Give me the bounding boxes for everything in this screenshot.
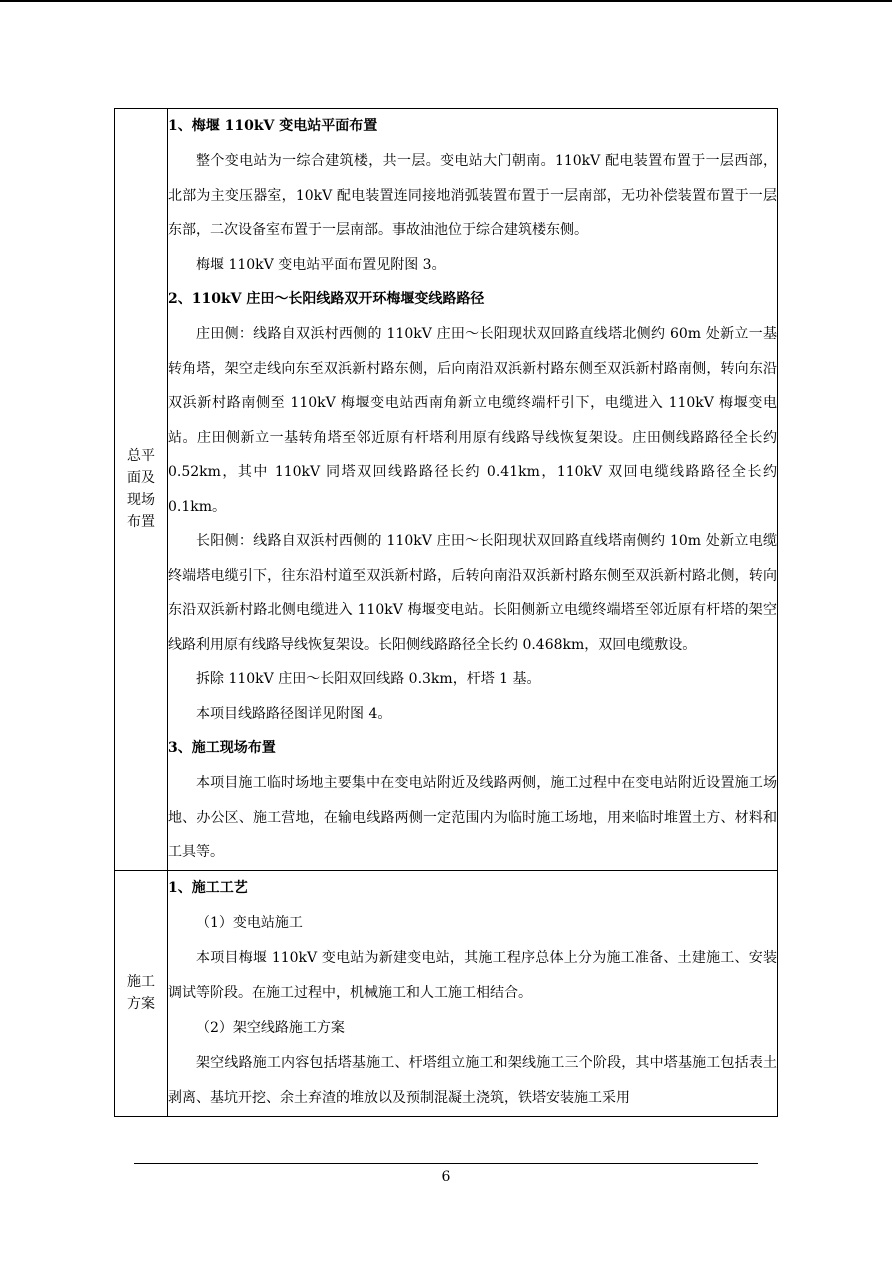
label-line: 布置 xyxy=(127,514,155,531)
paragraph: 庄田侧：线路自双浜村西侧的 110kV 庄田～长阳现状双回路直线塔北侧约 60m 处新立一基转角塔，架空走线向东至双浜新村路东侧，后向南沿双浜新村路东侧至双浜新村路南侧，转向东沿双浜新村路南侧至 110kV 梅堰变电站西南角新立电缆终端杆引下，电缆进入 110kV 梅堰变电站。庄田侧新立一基转角塔至邻近原有杆塔利用原有线路导线恢复架设。庄田侧线路路径全长约 0.52km，其中 110kV 同塔双回线路路径长约 0.41km，110kV 双回电缆线路路径全长约 0.1km。 xyxy=(168,326,777,515)
row-label-construction xyxy=(115,870,168,1116)
paragraph: 拆除 110kV 庄田～长阳双回线路 0.3km，杆塔 1 基。 xyxy=(196,671,541,687)
label-line: 方案 xyxy=(127,996,155,1012)
table-row-layout xyxy=(115,109,778,871)
section-heading: 2、110kV 庄田～长阳线路双开环梅堰变线路路径 xyxy=(168,291,485,307)
paragraph: 本项目梅堰 110kV 变电站为新建变电站，其施工程序总体上分为施工准备、土建施工、安装调试等阶段。在施工过程中，机械施工和人工施工相结合。 xyxy=(168,949,777,1001)
paragraph: 架空线路施工内容包括塔基施工、杆塔组立施工和架线施工三个阶段，其中塔基施工包括表土剥离、基坑开挖、余土弃渣的堆放以及预制混凝土浇筑，铁塔安装施工采用 xyxy=(168,1054,777,1106)
paragraph: 本项目线路路径图详见附图 4。 xyxy=(196,705,392,722)
row-content-layout xyxy=(168,109,778,871)
top-border-line xyxy=(0,0,892,2)
paragraph: （1）变电站施工 xyxy=(196,914,303,931)
paragraph: 长阳侧：线路自双浜村西侧的 110kV 庄田～长阳现状双回路直线塔南侧约 10m 处新立电缆终端塔电缆引下，往东沿村道至双浜新村路，后转向南沿双浜新村路东侧至双浜新村路北侧，转向东沿双浜新村路北侧电缆进入 110kV 梅堰变电站。长阳侧新立电缆终端塔至邻近原有杆塔的架空线路利用原有线路导线恢复架设。长阳侧线路路径全长约 0.468km，双回电缆敷设。 xyxy=(168,533,777,653)
label-line: 面及 xyxy=(127,470,155,487)
paragraph: 本项目施工临时场地主要集中在变电站附近及线路两侧，施工过程中在变电站附近设置施工场地、办公区、施工营地，在输电线路两侧一定范围内为临时施工场地，用来临时堆置土方、材料和工具等。 xyxy=(168,775,777,860)
label-line: 施工 xyxy=(127,974,155,990)
label-line: 总平 xyxy=(127,448,155,465)
content-table xyxy=(114,108,778,1117)
label-line: 现场 xyxy=(127,492,155,509)
section-heading: 1、施工工艺 xyxy=(168,879,248,896)
paragraph: 整个变电站为一综合建筑楼，共一层。变电站大门朝南。110kV 配电装置布置于一层西部，北部为主变压器室，10kV 配电装置连同接地消弧装置布置于一层南部，无功补偿装置布置于一层东部，二次设备室布置于一层南部。事故油池位于综合建筑楼东侧。 xyxy=(168,153,777,238)
paragraph: （2）架空线路施工方案 xyxy=(196,1019,345,1036)
section-heading: 3、施工现场布置 xyxy=(168,740,276,756)
section-heading: 1、梅堰 110kV 变电站平面布置 xyxy=(168,118,378,134)
table-row-construction xyxy=(115,870,778,1116)
paragraph: 梅堰 110kV 变电站平面布置见附图 3。 xyxy=(196,256,446,273)
page-number: 6 xyxy=(441,1169,451,1185)
footer-rule xyxy=(134,1163,758,1164)
row-label-layout xyxy=(115,109,168,871)
row-content-construction xyxy=(168,870,778,1116)
